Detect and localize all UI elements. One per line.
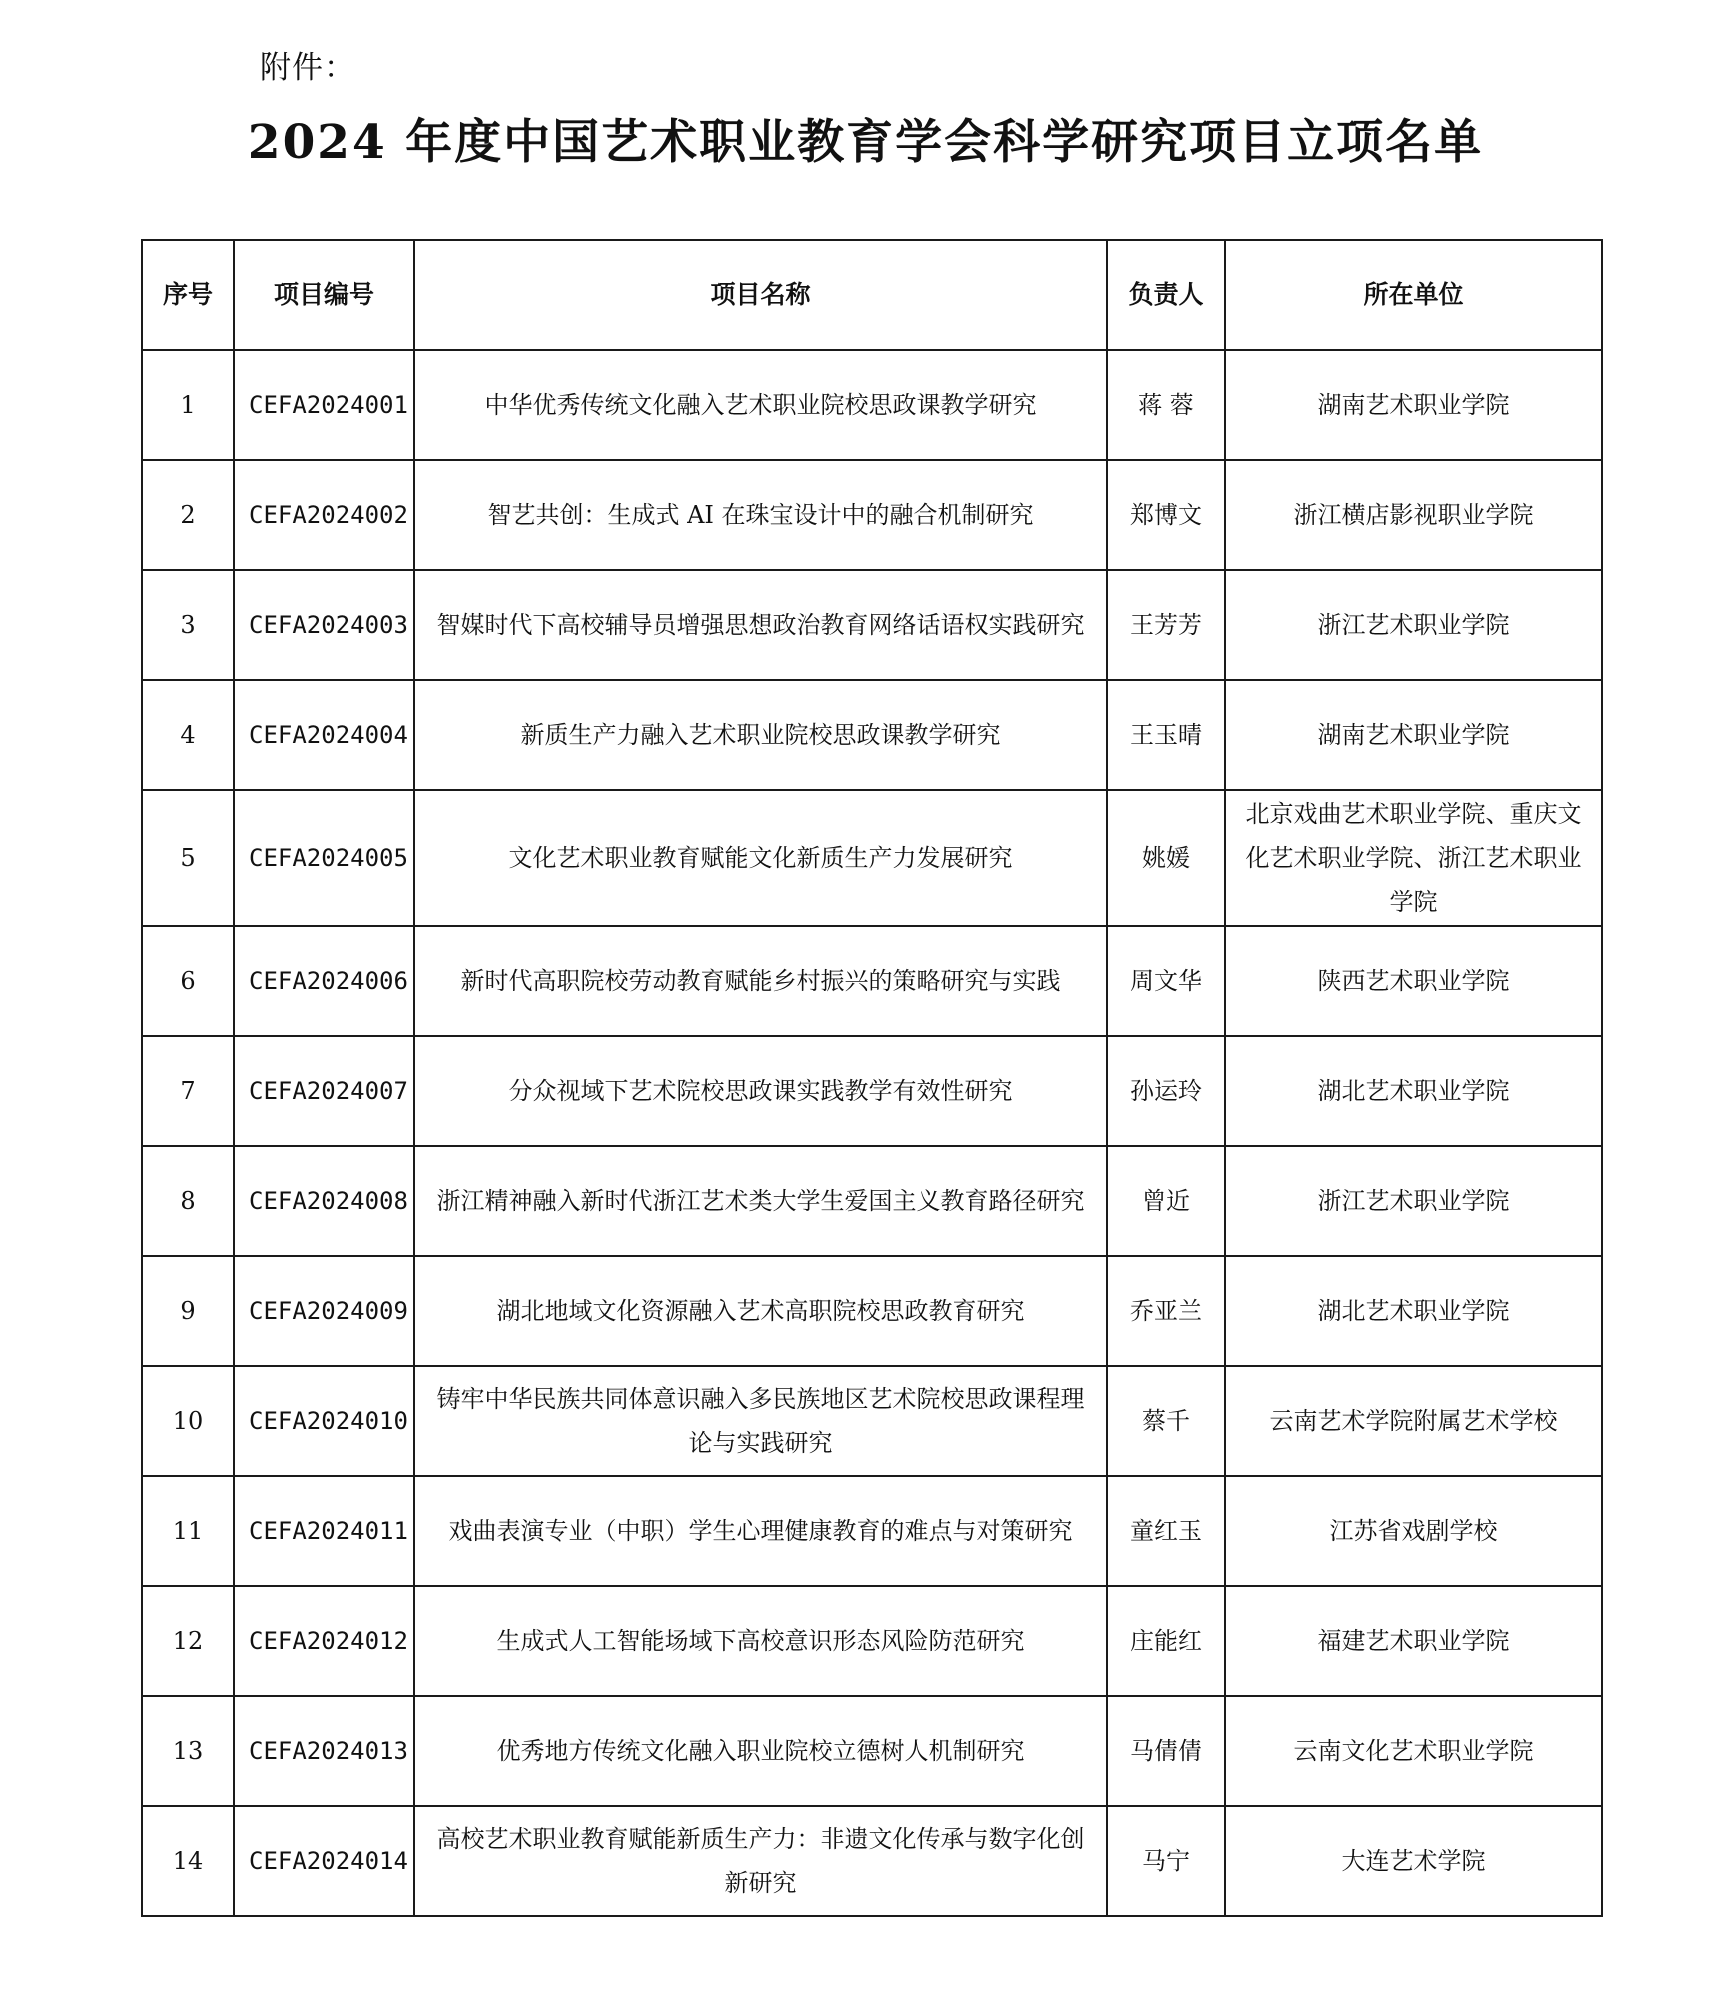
- cell-unit: 湖南艺术职业学院: [1225, 350, 1602, 460]
- cell-seq: 8: [142, 1146, 234, 1256]
- cell-unit: 北京戏曲艺术职业学院、重庆文化艺术职业学院、浙江艺术职业学院: [1225, 790, 1602, 926]
- attachment-label: 附件：: [260, 50, 356, 86]
- cell-unit: 云南艺术学院附属艺术学校: [1225, 1366, 1602, 1476]
- cell-leader: 马宁: [1107, 1806, 1225, 1916]
- cell-seq: 1: [142, 350, 234, 460]
- cell-project-name: 新时代高职院校劳动教育赋能乡村振兴的策略研究与实践: [414, 926, 1107, 1036]
- cell-seq: 4: [142, 680, 234, 790]
- cell-project-name: 浙江精神融入新时代浙江艺术类大学生爱国主义教育路径研究: [414, 1146, 1107, 1256]
- table-row: [142, 1256, 1602, 1366]
- document-title: 2024 年度中国艺术职业教育学会科学研究项目立项名单: [247, 115, 1484, 170]
- table-row: [142, 926, 1602, 1036]
- cell-leader: 孙运玲: [1107, 1036, 1225, 1146]
- header-project-code: 项目编号: [234, 240, 414, 350]
- cell-project-name: 高校艺术职业教育赋能新质生产力：非遗文化传承与数字化创新研究: [414, 1806, 1107, 1916]
- cell-leader: 王玉晴: [1107, 680, 1225, 790]
- cell-project-name: 湖北地域文化资源融入艺术高职院校思政教育研究: [414, 1256, 1107, 1366]
- header-seq: 序号: [142, 240, 234, 350]
- table-row: [142, 1366, 1602, 1476]
- cell-project-code: CEFA2024011: [234, 1476, 414, 1586]
- cell-seq: 7: [142, 1036, 234, 1146]
- cell-project-code: CEFA2024013: [234, 1696, 414, 1806]
- cell-unit: 陕西艺术职业学院: [1225, 926, 1602, 1036]
- cell-unit: 福建艺术职业学院: [1225, 1586, 1602, 1696]
- cell-leader: 蒋 蓉: [1107, 350, 1225, 460]
- cell-project-name: 文化艺术职业教育赋能文化新质生产力发展研究: [414, 790, 1107, 926]
- table-row: [142, 1476, 1602, 1586]
- header-unit: 所在单位: [1225, 240, 1602, 350]
- cell-project-name: 中华优秀传统文化融入艺术职业院校思政课教学研究: [414, 350, 1107, 460]
- cell-unit: 浙江横店影视职业学院: [1225, 460, 1602, 570]
- table-header-row: [142, 240, 1602, 350]
- table-row: [142, 570, 1602, 680]
- cell-project-code: CEFA2024014: [234, 1806, 414, 1916]
- table-row: [142, 680, 1602, 790]
- cell-project-code: CEFA2024009: [234, 1256, 414, 1366]
- cell-seq: 13: [142, 1696, 234, 1806]
- cell-project-code: CEFA2024012: [234, 1586, 414, 1696]
- cell-unit: 湖北艺术职业学院: [1225, 1036, 1602, 1146]
- cell-seq: 9: [142, 1256, 234, 1366]
- cell-project-name: 分众视域下艺术院校思政课实践教学有效性研究: [414, 1036, 1107, 1146]
- cell-project-code: CEFA2024002: [234, 460, 414, 570]
- cell-leader: 王芳芳: [1107, 570, 1225, 680]
- cell-seq: 14: [142, 1806, 234, 1916]
- table-row: [142, 1036, 1602, 1146]
- cell-leader: 周文华: [1107, 926, 1225, 1036]
- table-row: [142, 460, 1602, 570]
- cell-leader: 曾近: [1107, 1146, 1225, 1256]
- cell-unit: 湖南艺术职业学院: [1225, 680, 1602, 790]
- cell-project-code: CEFA2024005: [234, 790, 414, 926]
- table-row: [142, 1586, 1602, 1696]
- cell-project-name: 戏曲表演专业（中职）学生心理健康教育的难点与对策研究: [414, 1476, 1107, 1586]
- cell-unit: 浙江艺术职业学院: [1225, 570, 1602, 680]
- cell-seq: 6: [142, 926, 234, 1036]
- project-table: [141, 239, 1603, 1917]
- cell-leader: 马倩倩: [1107, 1696, 1225, 1806]
- cell-seq: 10: [142, 1366, 234, 1476]
- cell-project-name: 铸牢中华民族共同体意识融入多民族地区艺术院校思政课程理论与实践研究: [414, 1366, 1107, 1476]
- cell-project-name: 智艺共创：生成式 AI 在珠宝设计中的融合机制研究: [414, 460, 1107, 570]
- cell-unit: 湖北艺术职业学院: [1225, 1256, 1602, 1366]
- cell-unit: 浙江艺术职业学院: [1225, 1146, 1602, 1256]
- table-row: [142, 1696, 1602, 1806]
- cell-seq: 3: [142, 570, 234, 680]
- cell-leader: 蔡千: [1107, 1366, 1225, 1476]
- cell-seq: 12: [142, 1586, 234, 1696]
- cell-leader: 姚媛: [1107, 790, 1225, 926]
- table-row: [142, 1146, 1602, 1256]
- cell-seq: 5: [142, 790, 234, 926]
- cell-project-name: 新质生产力融入艺术职业院校思政课教学研究: [414, 680, 1107, 790]
- cell-project-code: CEFA2024010: [234, 1366, 414, 1476]
- cell-leader: 郑博文: [1107, 460, 1225, 570]
- cell-project-code: CEFA2024006: [234, 926, 414, 1036]
- header-leader: 负责人: [1107, 240, 1225, 350]
- cell-project-code: CEFA2024008: [234, 1146, 414, 1256]
- cell-project-name: 生成式人工智能场域下高校意识形态风险防范研究: [414, 1586, 1107, 1696]
- cell-leader: 庄能红: [1107, 1586, 1225, 1696]
- cell-project-code: CEFA2024003: [234, 570, 414, 680]
- table-row: [142, 790, 1602, 926]
- cell-leader: 童红玉: [1107, 1476, 1225, 1586]
- cell-seq: 2: [142, 460, 234, 570]
- cell-project-code: CEFA2024007: [234, 1036, 414, 1146]
- cell-project-name: 智媒时代下高校辅导员增强思想政治教育网络话语权实践研究: [414, 570, 1107, 680]
- cell-seq: 11: [142, 1476, 234, 1586]
- cell-project-code: CEFA2024001: [234, 350, 414, 460]
- cell-unit: 云南文化艺术职业学院: [1225, 1696, 1602, 1806]
- header-project-name: 项目名称: [414, 240, 1107, 350]
- cell-project-code: CEFA2024004: [234, 680, 414, 790]
- cell-leader: 乔亚兰: [1107, 1256, 1225, 1366]
- cell-project-name: 优秀地方传统文化融入职业院校立德树人机制研究: [414, 1696, 1107, 1806]
- cell-unit: 大连艺术学院: [1225, 1806, 1602, 1916]
- cell-unit: 江苏省戏剧学校: [1225, 1476, 1602, 1586]
- table-row: [142, 350, 1602, 460]
- table-row: [142, 1806, 1602, 1916]
